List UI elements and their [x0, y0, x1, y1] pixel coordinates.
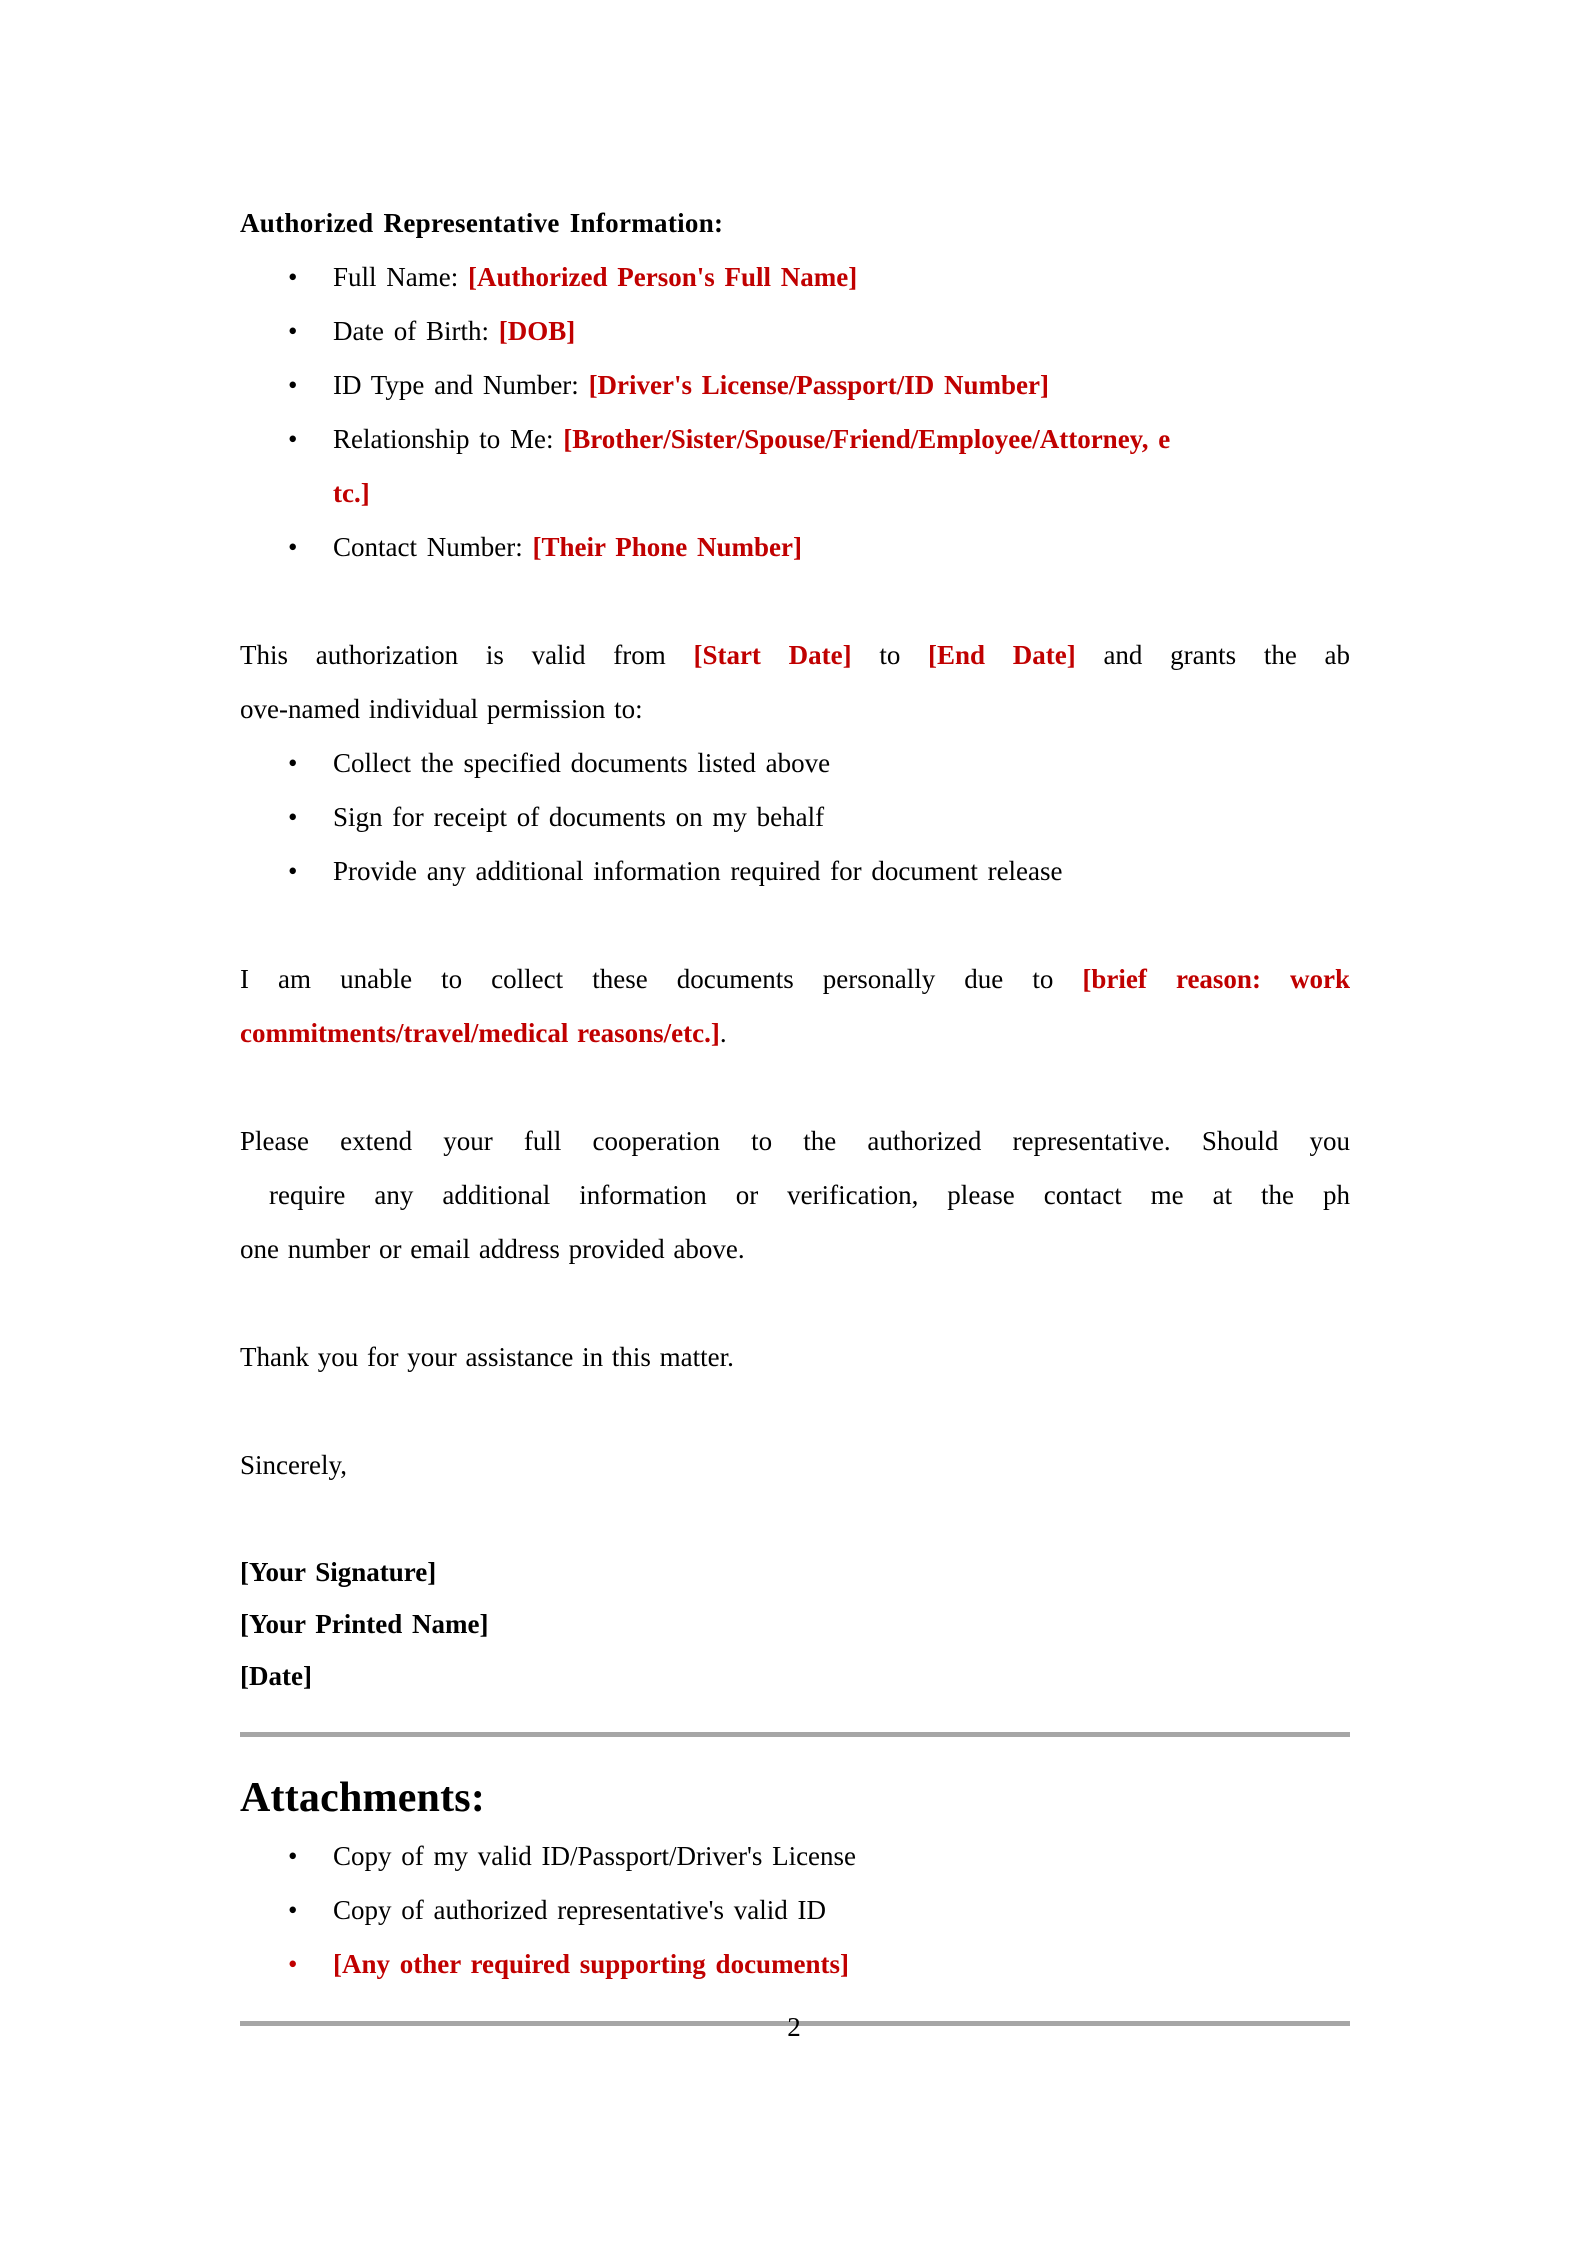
start-date-placeholder: [Start Date]	[693, 640, 852, 670]
list-item	[240, 250, 1350, 304]
cooperation-line-3: one number or email address provided above.	[240, 1234, 745, 1264]
spacer	[240, 574, 1350, 628]
list-item	[240, 736, 1350, 790]
list-item	[240, 304, 1350, 358]
printed-name-placeholder: [Your Printed Name]	[240, 1609, 489, 1639]
attachment-text: Copy of my valid ID/Passport/Driver's License	[333, 1841, 857, 1871]
validity-text-a: This authorization is valid from	[240, 640, 694, 670]
bullet-icon: •	[288, 370, 298, 400]
list-item	[240, 1829, 1350, 1883]
end-date-placeholder: [End Date]	[928, 640, 1076, 670]
spacer	[240, 1492, 1350, 1546]
reason-text-a: I am unable to collect these documents personally due to	[240, 964, 1083, 994]
field-value-part-2: tc.]	[333, 478, 370, 508]
permission-text: Sign for receipt of documents on my behalf	[333, 802, 825, 832]
reason-paragraph	[240, 952, 1350, 1060]
field-label: Contact Number:	[333, 532, 533, 562]
field-value: [Driver's License/Passport/ID Number]	[588, 370, 1049, 400]
list-item	[240, 790, 1350, 844]
spacer	[240, 1384, 1350, 1438]
bullet-icon: •	[288, 424, 298, 454]
bullet-icon: •	[288, 1949, 298, 1979]
field-value: [Their Phone Number]	[532, 532, 802, 562]
field-value: [Authorized Person's Full Name]	[468, 262, 858, 292]
list-item	[240, 358, 1350, 412]
signature-placeholder: [Your Signature]	[240, 1557, 437, 1587]
spacer	[240, 1276, 1350, 1330]
field-label: Full Name:	[333, 262, 468, 292]
attachment-text: Copy of authorized representative's valid ID	[333, 1895, 826, 1925]
authorized-rep-heading: Authorized Representative Information:	[240, 208, 724, 238]
validity-paragraph	[240, 628, 1350, 736]
attachment-text: [Any other required supporting documents]	[333, 1949, 850, 1979]
list-item	[240, 844, 1350, 898]
reason-line-1	[240, 952, 1350, 1006]
field-value-part-1: [Brother/Sister/Spouse/Friend/Employee/Attorney, e	[563, 424, 1171, 454]
cooperation-line-1: Please extend your full cooperation to the authorized representative. Should you	[240, 1126, 1350, 1156]
list-item	[240, 520, 1350, 574]
spacer	[240, 1060, 1350, 1114]
date-placeholder: [Date]	[240, 1661, 312, 1691]
field-label: Relationship to Me:	[333, 424, 564, 454]
cooperation-paragraph	[240, 1114, 1350, 1276]
permissions-list	[240, 736, 1350, 898]
bullet-icon: •	[288, 316, 298, 346]
field-label: ID Type and Number:	[333, 370, 589, 400]
reason-placeholder-part-1: [brief reason: work	[1082, 964, 1351, 994]
validity-line-2: ove-named individual permission to:	[240, 694, 643, 724]
validity-text-c: and grants the ab	[1075, 640, 1350, 670]
list-item	[240, 1883, 1350, 1937]
bullet-icon: •	[288, 1895, 298, 1925]
authorized-rep-list	[240, 250, 1350, 574]
bullet-icon: •	[288, 748, 298, 778]
thanks-text: Thank you for your assistance in this matter.	[240, 1342, 734, 1372]
spacer	[240, 1737, 1350, 1767]
reason-placeholder-part-2: commitments/travel/medical reasons/etc.]	[240, 1018, 720, 1048]
list-item	[240, 1937, 1350, 1991]
thanks-paragraph	[240, 1330, 1350, 1384]
list-item	[240, 412, 1350, 520]
salutation-paragraph	[240, 1438, 1350, 1492]
field-label: Date of Birth:	[333, 316, 499, 346]
bullet-icon: •	[288, 856, 298, 886]
bullet-icon: •	[288, 532, 298, 562]
cooperation-line-2: require any additional information or verification, please contact me at the ph	[240, 1180, 1351, 1210]
page-content	[240, 196, 1350, 2026]
bullet-icon: •	[288, 802, 298, 832]
page-number: 2	[787, 2012, 801, 2042]
bullet-icon: •	[288, 1841, 298, 1871]
spacer	[240, 898, 1350, 952]
bullet-icon: •	[288, 262, 298, 292]
reason-text-b: .	[719, 1018, 727, 1048]
attachments-list	[240, 1829, 1350, 1991]
relationship-line-1	[333, 412, 1350, 466]
permission-text: Collect the specified documents listed above	[333, 748, 831, 778]
salutation-text: Sincerely,	[240, 1450, 347, 1480]
validity-line-1	[240, 628, 1350, 682]
reason-line-2	[240, 1006, 1350, 1060]
validity-text-b: to	[851, 640, 929, 670]
permission-text: Provide any additional information required for document release	[333, 856, 1063, 886]
field-value: [DOB]	[498, 316, 576, 346]
spacer	[240, 1702, 1350, 1732]
attachments-heading: Attachments:	[240, 1775, 486, 1821]
